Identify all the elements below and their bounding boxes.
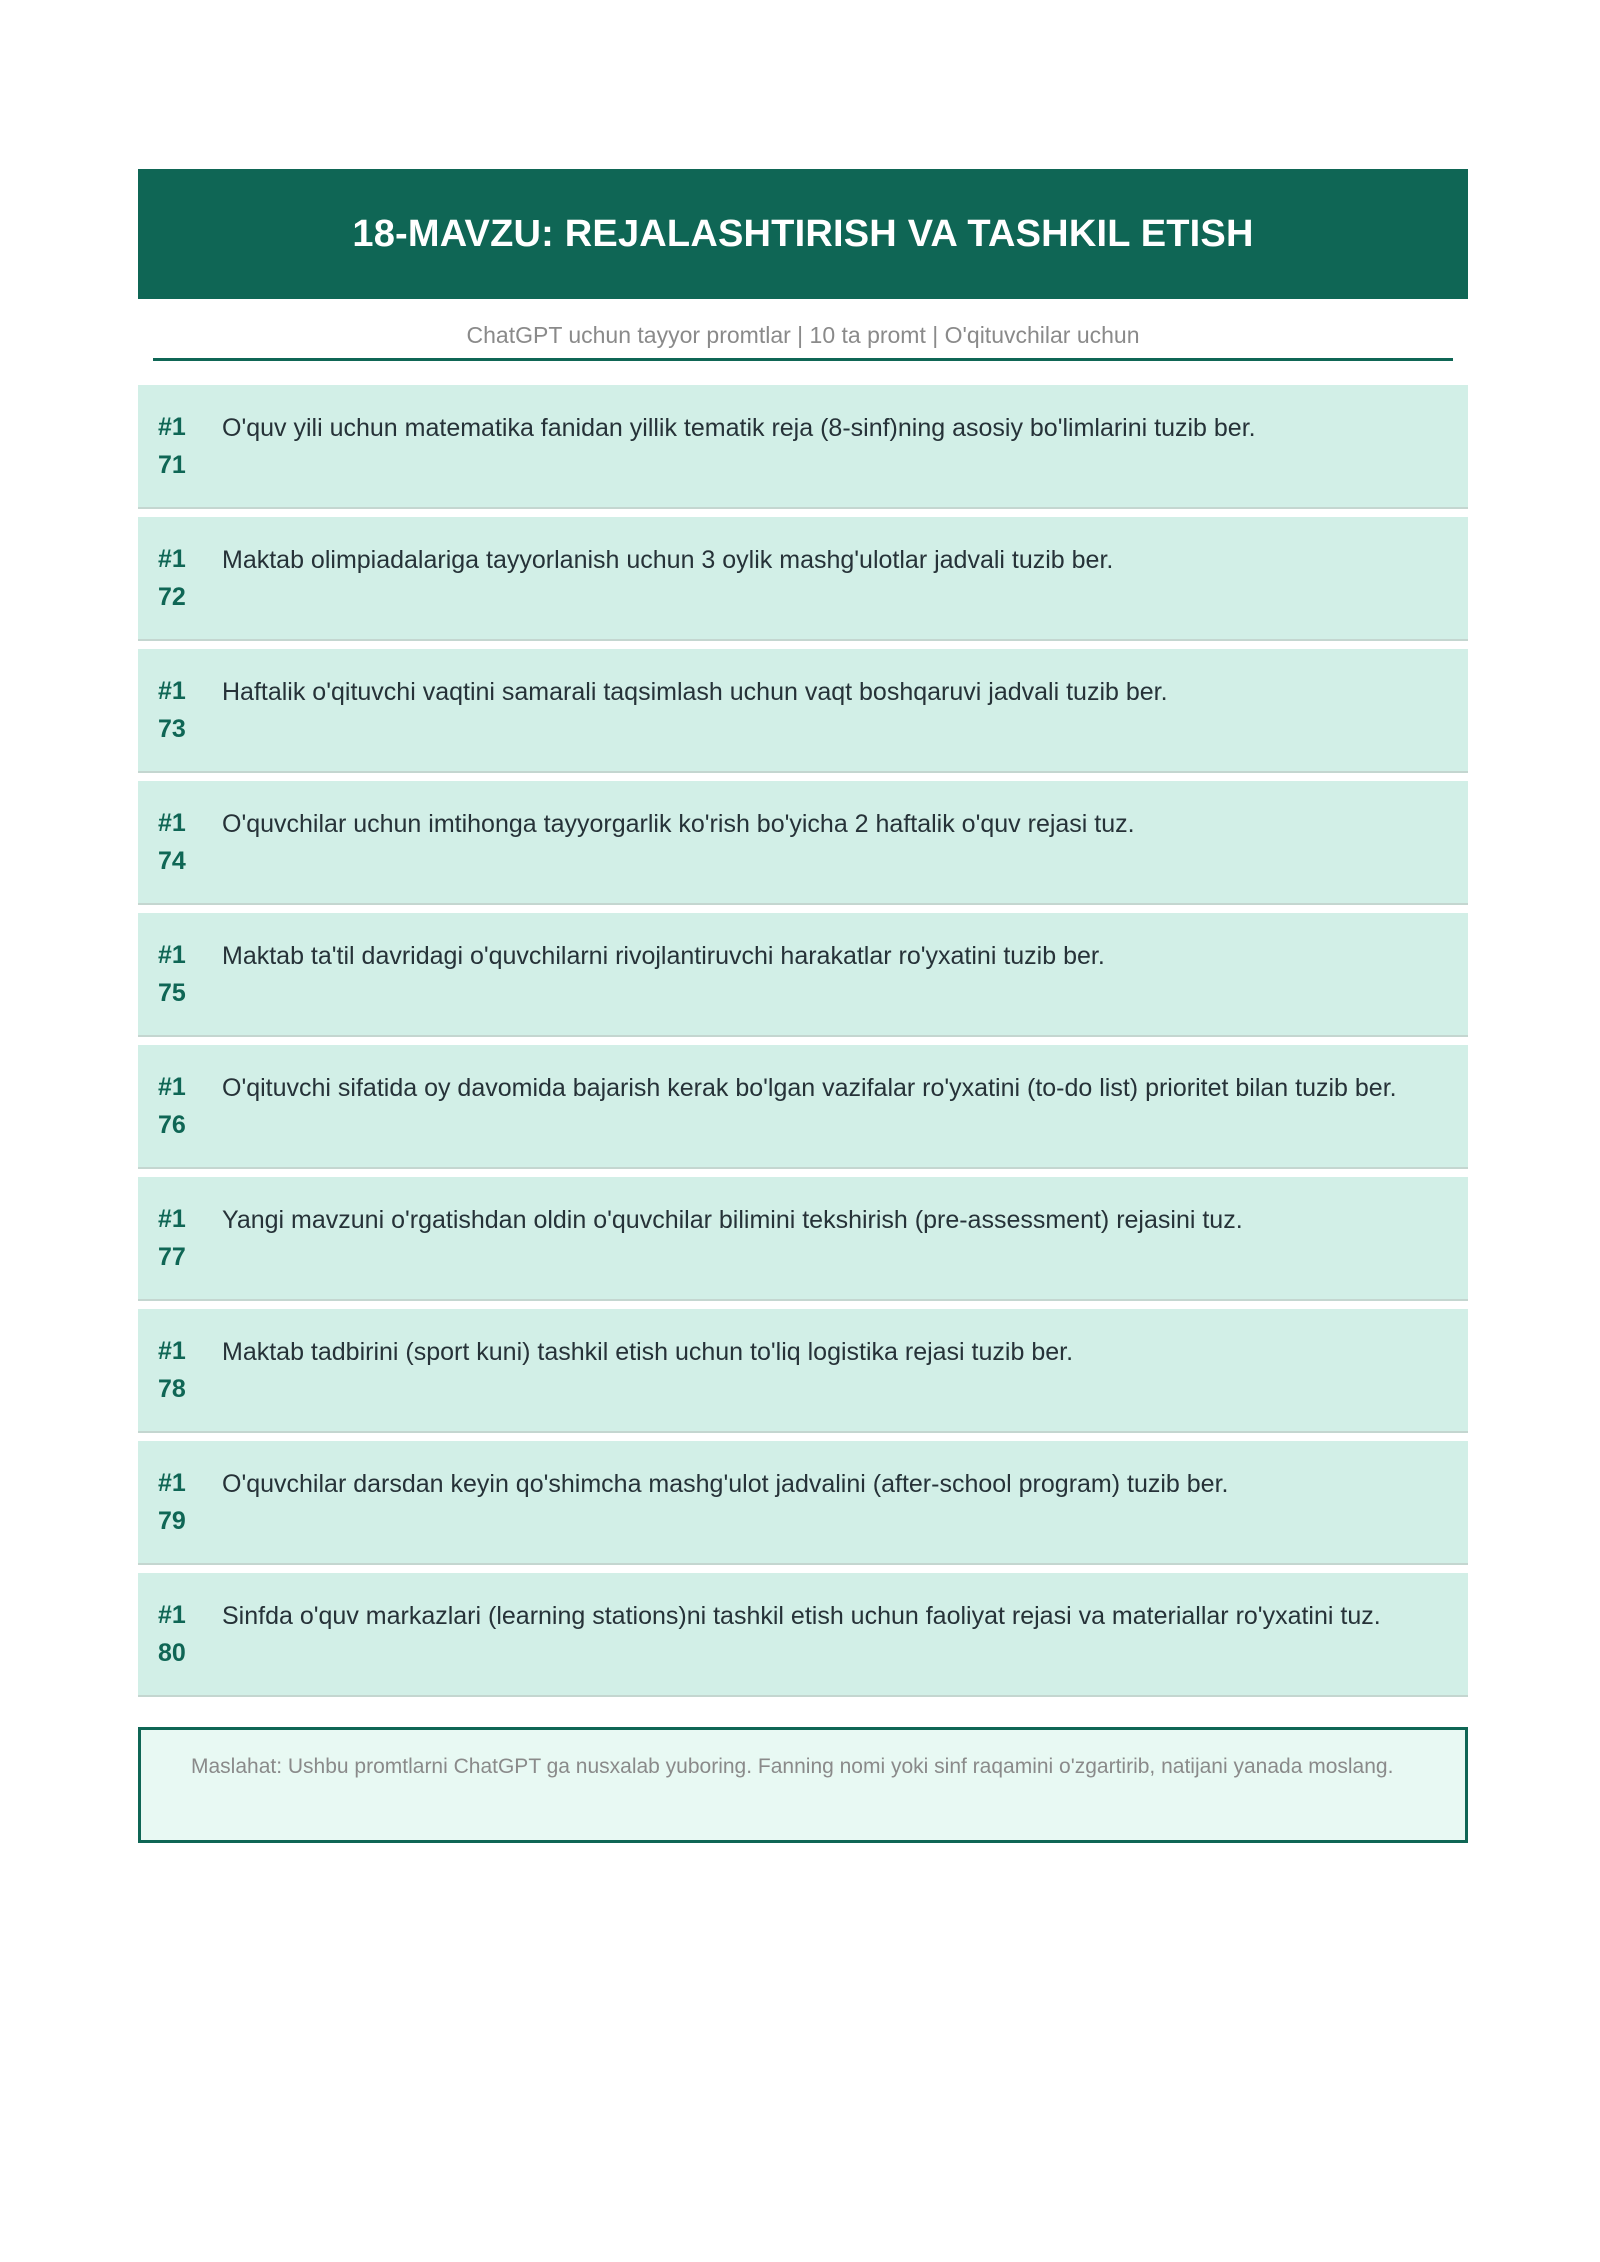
prompt-list [138, 385, 1468, 1697]
prompt-text: Sinfda o'quv markazlari (learning stations)ni tashkil etish uchun faoliyat rejasi va materiallar ro'yxatini tuz. [222, 1602, 1381, 1630]
prompt-number: #1 75 [158, 941, 186, 1007]
prompt-number: #1 79 [158, 1469, 186, 1535]
prompt-number: #1 74 [158, 809, 186, 875]
prompt-text: Maktab olimpiadalariga tayyorlanish uchun 3 oylik mashg'ulotlar jadvali tuzib ber. [222, 546, 1114, 574]
prompt-number: #1 71 [158, 413, 186, 479]
prompt-item [138, 913, 1468, 1037]
prompt-text: Yangi mavzuni o'rgatishdan oldin o'quvchilar bilimini tekshirish (pre-assessment) rejasini tuz. [222, 1206, 1243, 1234]
page-title: 18-MAVZU: REJALASHTIRISH VA TASHKIL ETISH [352, 212, 1254, 255]
prompt-text: Haftalik o'qituvchi vaqtini samarali taqsimlash uchun vaqt boshqaruvi jadvali tuzib ber. [222, 678, 1168, 706]
prompt-item [138, 649, 1468, 773]
prompt-item [138, 517, 1468, 641]
prompt-text: O'quv yili uchun matematika fanidan yillik tematik reja (8-sinf)ning asosiy bo'limlarini tuzib ber. [222, 414, 1256, 442]
prompt-item [138, 1441, 1468, 1565]
prompt-item [138, 385, 1468, 509]
prompt-number: #1 76 [158, 1073, 186, 1139]
title-banner [138, 169, 1468, 299]
prompt-item [138, 781, 1468, 905]
prompt-text: Maktab ta'til davridagi o'quvchilarni rivojlantiruvchi harakatlar ro'yxatini tuzib ber. [222, 942, 1105, 970]
prompt-item [138, 1045, 1468, 1169]
prompt-number: #1 77 [158, 1205, 186, 1271]
page-subtitle: ChatGPT uchun tayyor promtlar | 10 ta promt | O'qituvchilar uchun [153, 299, 1453, 361]
prompt-text: O'qituvchi sifatida oy davomida bajarish kerak bo'lgan vazifalar ro'yxatini (to-do list) prioritet bilan tuzib ber. [222, 1074, 1397, 1102]
document-page [138, 169, 1468, 1843]
prompt-text: O'quvchilar darsdan keyin qo'shimcha mashg'ulot jadvalini (after-school program) tuzib ber. [222, 1470, 1229, 1498]
prompt-item [138, 1177, 1468, 1301]
prompt-text: Maktab tadbirini (sport kuni) tashkil etish uchun to'liq logistika rejasi tuzib ber. [222, 1338, 1074, 1366]
prompt-number: #1 72 [158, 545, 186, 611]
prompt-text: O'quvchilar uchun imtihonga tayyorgarlik ko'rish bo'yicha 2 haftalik o'quv rejasi tuz. [222, 810, 1135, 838]
prompt-item [138, 1309, 1468, 1433]
prompt-number: #1 78 [158, 1337, 186, 1403]
prompt-number: #1 80 [158, 1601, 186, 1667]
prompt-item [138, 1573, 1468, 1697]
prompt-number: #1 73 [158, 677, 186, 743]
tip-box: Maslahat: Ushbu promtlarni ChatGPT ga nusxalab yuboring. Fanning nomi yoki sinf raqamini o'zgartirib, natijani yanada moslang. [138, 1727, 1468, 1843]
